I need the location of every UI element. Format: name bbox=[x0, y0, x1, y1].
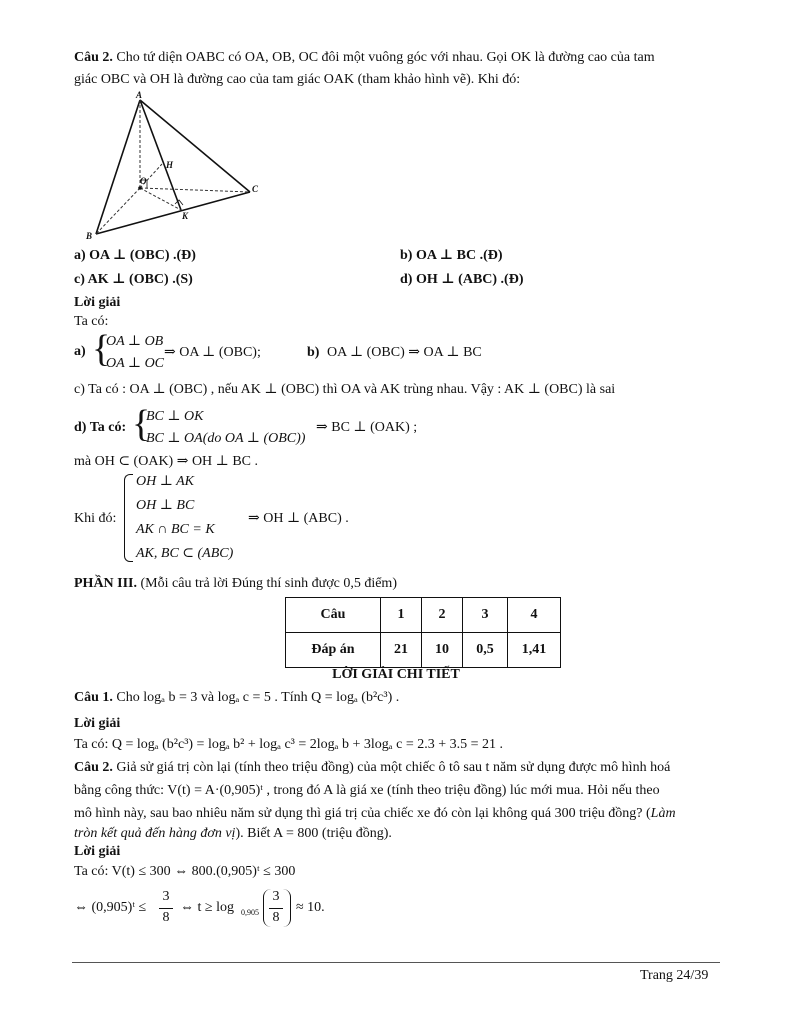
footer-rule bbox=[72, 962, 720, 963]
question-2-line-1 bbox=[74, 49, 655, 67]
solution-heading: Lời giải bbox=[74, 716, 121, 731]
paren-right bbox=[282, 889, 291, 927]
question-text: mô hình này, sau bao nhiêu năm sử dụng thì giá trị của chiếc xe đó còn lại không quá 300 triệu đồng? ( bbox=[74, 806, 651, 821]
khido-label: Khi đó: bbox=[74, 511, 117, 526]
vertex-label-k: K bbox=[182, 211, 189, 221]
question-2b-line-3 bbox=[74, 805, 676, 823]
question-text: Giả sử giá trị còn lại (tính theo triệu đồng) của một chiếc ô tô sau t năm sử dụng được mô hình hoá bbox=[116, 760, 671, 775]
fraction-bar bbox=[159, 908, 173, 909]
table-header-cell: 4 bbox=[508, 598, 561, 633]
system-k-row-4: AK, BC ⊂ (ABC) bbox=[136, 546, 234, 561]
table-cell: 0,5 bbox=[463, 633, 508, 668]
system-d-result: ⇒ BC ⊥ (OAK) ; bbox=[316, 420, 418, 435]
tetrahedron-figure bbox=[84, 88, 274, 240]
table-row bbox=[286, 633, 561, 668]
option-c: c) AK ⊥ (OBC) .(S) bbox=[74, 272, 193, 287]
system-d-row-1: BC ⊥ OK bbox=[146, 409, 204, 424]
vertex-label-c: C bbox=[252, 184, 259, 194]
option-a: a) OA ⊥ (OBC) .(Đ) bbox=[74, 248, 196, 263]
vertex-label-b: B bbox=[86, 231, 93, 240]
table-cell: 1,41 bbox=[508, 633, 561, 668]
part-c-text: c) Ta có : OA ⊥ (OBC) , nếu AK ⊥ (OBC) thì OA và AK trùng nhau. Vậy : AK ⊥ (OBC) là sai bbox=[74, 382, 616, 397]
part-3-label: PHẦN III. bbox=[74, 576, 138, 591]
brace bbox=[124, 474, 133, 562]
brace: { bbox=[132, 403, 151, 445]
fraction-bar bbox=[269, 908, 283, 909]
system-d-row-2: BC ⊥ OA(do OA ⊥ (OBC)) bbox=[146, 431, 306, 446]
part-b-text: OA ⊥ (OBC) ⇒ OA ⊥ BC bbox=[327, 345, 482, 360]
brace: { bbox=[92, 328, 111, 370]
part-d-label: d) Ta có: bbox=[74, 420, 127, 435]
system-a-row-2: OA ⊥ OC bbox=[106, 356, 165, 371]
part-3-header bbox=[74, 575, 397, 593]
vertex-label-a: A bbox=[136, 90, 143, 100]
part-b-label: b) bbox=[307, 345, 320, 360]
solution-heading: Lời giải bbox=[74, 844, 121, 859]
inequality-text: ⇔ t ≥ log bbox=[180, 900, 234, 915]
system-a-result: ⇒ OA ⊥ (OBC); bbox=[164, 345, 261, 360]
conclusion-line: mà OH ⊂ (OAK) ⇒ OH ⊥ BC . bbox=[74, 454, 259, 469]
system-k-result: ⇒ OH ⊥ (ABC) . bbox=[248, 511, 349, 526]
table-cell: 10 bbox=[422, 633, 463, 668]
option-d: d) OH ⊥ (ABC) .(Đ) bbox=[400, 272, 524, 287]
table-header-cell: 2 bbox=[422, 598, 463, 633]
inequality-text: ≈ 10. bbox=[296, 900, 325, 915]
fraction-denominator: 8 bbox=[162, 910, 170, 925]
question-2b-line-2: bằng công thức: V(t) = A·(0,905)ᵗ , trong đó A là giá xe (tính theo triệu đồng) lúc mới mua. Hỏi nếu theo bbox=[74, 783, 660, 798]
part-3-description: (Mỗi câu trả lời Đúng thí sinh được 0,5 điểm) bbox=[140, 576, 397, 591]
table-header-cell: Câu bbox=[286, 598, 381, 633]
system-k-row-2: OH ⊥ BC bbox=[136, 498, 195, 513]
vertex-label-h: H bbox=[166, 160, 174, 170]
table-cell: 21 bbox=[381, 633, 422, 668]
question-label: Câu 1. bbox=[74, 690, 113, 705]
detail-heading: LỜI GIẢI CHI TIẾT bbox=[332, 667, 460, 682]
system-a-row-1: OA ⊥ OB bbox=[106, 334, 164, 349]
vertex-label-o: O bbox=[140, 176, 147, 186]
question-text-italic: tròn kết quả đến hàng đơn vị bbox=[74, 826, 236, 841]
option-b: b) OA ⊥ BC .(Đ) bbox=[400, 248, 503, 263]
question-text-italic: Làm bbox=[650, 806, 676, 821]
fraction-denominator: 8 bbox=[272, 910, 280, 925]
question-label: Câu 2. bbox=[74, 50, 113, 65]
question-1-line bbox=[74, 689, 399, 707]
table-header-cell: 1 bbox=[381, 598, 422, 633]
question-text: ). Biết A = 800 (triệu đồng). bbox=[235, 826, 392, 841]
system-k-row-3: AK ∩ BC = K bbox=[136, 522, 215, 537]
solution-intro: Ta có: bbox=[74, 314, 109, 329]
question-text: Cho logₐ b = 3 và logₐ c = 5 . Tính Q = logₐ (b²c³) . bbox=[116, 690, 400, 705]
question-label: Câu 2. bbox=[74, 760, 113, 775]
question-1-solution: Ta có: Q = logₐ (b²c³) = logₐ b² + logₐ c³ = 2logₐ b + 3logₐ c = 2.3 + 3.5 = 21 . bbox=[74, 737, 504, 752]
inequality-text: ⇔ (0,905)ᵗ ≤ bbox=[74, 900, 147, 915]
log-base: 0,905 bbox=[241, 908, 259, 917]
answer-table bbox=[285, 597, 561, 668]
question-2b-line-1 bbox=[74, 759, 670, 777]
part-a-label: a) bbox=[74, 344, 86, 359]
question-2b-line-4 bbox=[74, 825, 392, 843]
question-2-line-2: giác OBC và OH là đường cao của tam giác OAK (tham khảo hình vẽ). Khi đó: bbox=[74, 72, 521, 87]
table-row bbox=[286, 598, 561, 633]
system-k-row-1: OH ⊥ AK bbox=[136, 474, 195, 489]
table-cell: Đáp án bbox=[286, 633, 381, 668]
fraction-numerator: 3 bbox=[272, 889, 280, 904]
solution-heading: Lời giải bbox=[74, 295, 121, 310]
question-2b-solution-1: Ta có: V(t) ≤ 300 ⇔ 800.(0,905)ᵗ ≤ 300 bbox=[74, 864, 296, 879]
table-header-cell: 3 bbox=[463, 598, 508, 633]
fraction-numerator: 3 bbox=[162, 889, 170, 904]
question-text: Cho tứ diện OABC có OA, OB, OC đôi một vuông góc với nhau. Gọi OK là đường cao của tam bbox=[116, 50, 655, 65]
page-number: Trang 24/39 bbox=[640, 968, 709, 983]
